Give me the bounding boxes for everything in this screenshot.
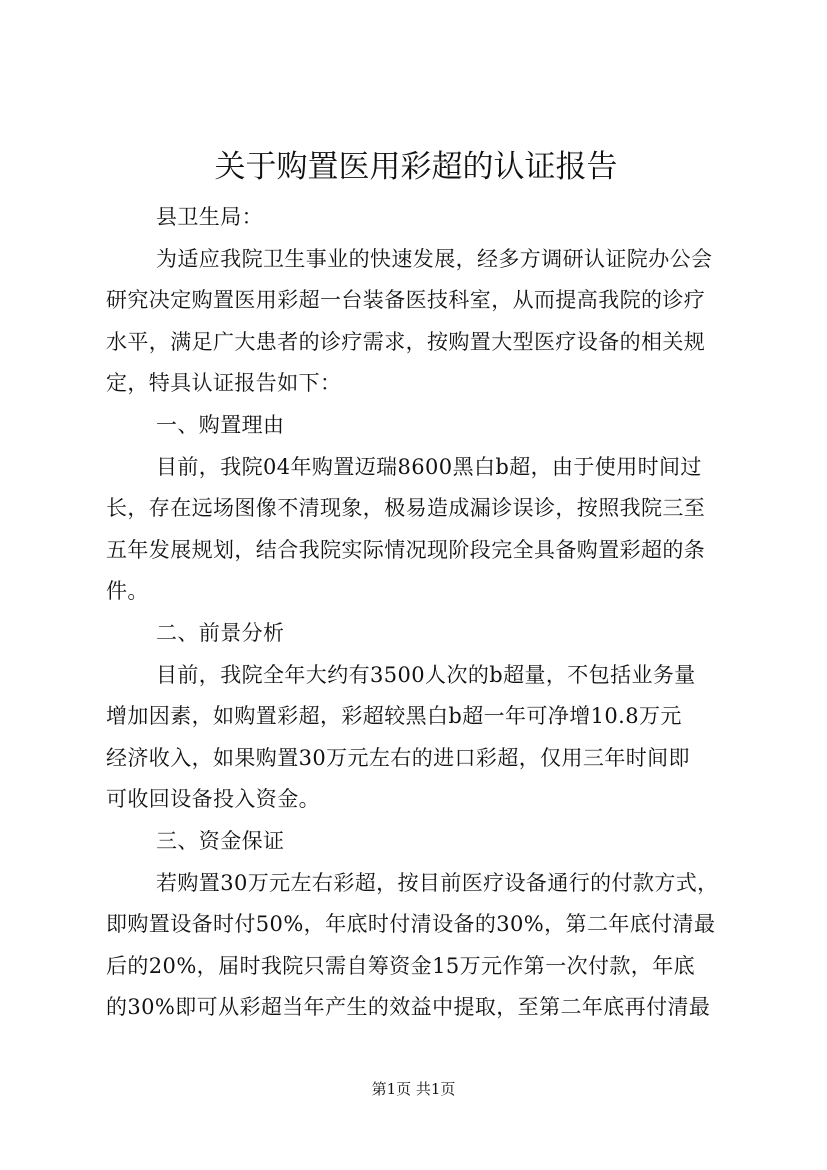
paragraph-line: 增加因素，如购置彩超，彩超较黑白b超一年可净增10.8万元 (106, 704, 682, 729)
paragraph-line: 研究决定购置医用彩超一台装备医技科室，从而提高我院的诊疗 (106, 288, 706, 313)
paragraph-line: 目前，我院全年大约有3500人次的b超量，不包括业务量 (156, 662, 696, 687)
paragraph-line: 定，特具认证报告如下： (106, 371, 342, 396)
paragraph-line: 水平，满足广大患者的诊疗需求，按购置大型医疗设备的相关规 (106, 329, 706, 354)
paragraph-line: 的30%即可从彩超当年产生的效益中提取，至第二年底再付清最 (106, 995, 711, 1020)
paragraph-line: 经济收入，如果购置30万元左右的进口彩超，仅用三年时间即 (106, 745, 690, 770)
document-title: 关于购置医用彩超的认证报告 (214, 149, 618, 185)
paragraph-line: 为适应我院卫生事业的快速发展，经多方调研认证院办公会 (156, 246, 713, 271)
paragraph-line: 长，存在远场图像不清现象，极易造成漏诊误诊，按照我院三至 (106, 496, 706, 521)
paragraph-line: 件。 (106, 579, 149, 604)
section-heading-funding: 三、资金保证 (156, 828, 285, 853)
paragraph-line: 五年发展规划，结合我院实际情况现阶段完全具备购置彩超的条 (106, 537, 706, 562)
paragraph-line: 即购置设备时付50%，年底时付清设备的30%，第二年底付清最 (106, 912, 716, 937)
paragraph-line: 目前，我院04年购置迈瑞8600黑白b超，由于使用时间过 (156, 454, 702, 479)
section-heading-reason: 一、购置理由 (156, 412, 285, 437)
salutation-line: 县卫生局： (156, 205, 263, 229)
section-heading-prospect: 二、前景分析 (156, 620, 285, 645)
page-number-footer: 第1页 共1页 (371, 1080, 456, 1098)
paragraph-line: 后的20%，届时我院只需自筹资金15万元作第一次付款，年底 (106, 953, 695, 978)
paragraph-line: 可收回设备投入资金。 (106, 787, 320, 812)
document-body (106, 145, 726, 1029)
paragraph-line: 若购置30万元左右彩超，按目前医疗设备通行的付款方式， (156, 870, 719, 895)
